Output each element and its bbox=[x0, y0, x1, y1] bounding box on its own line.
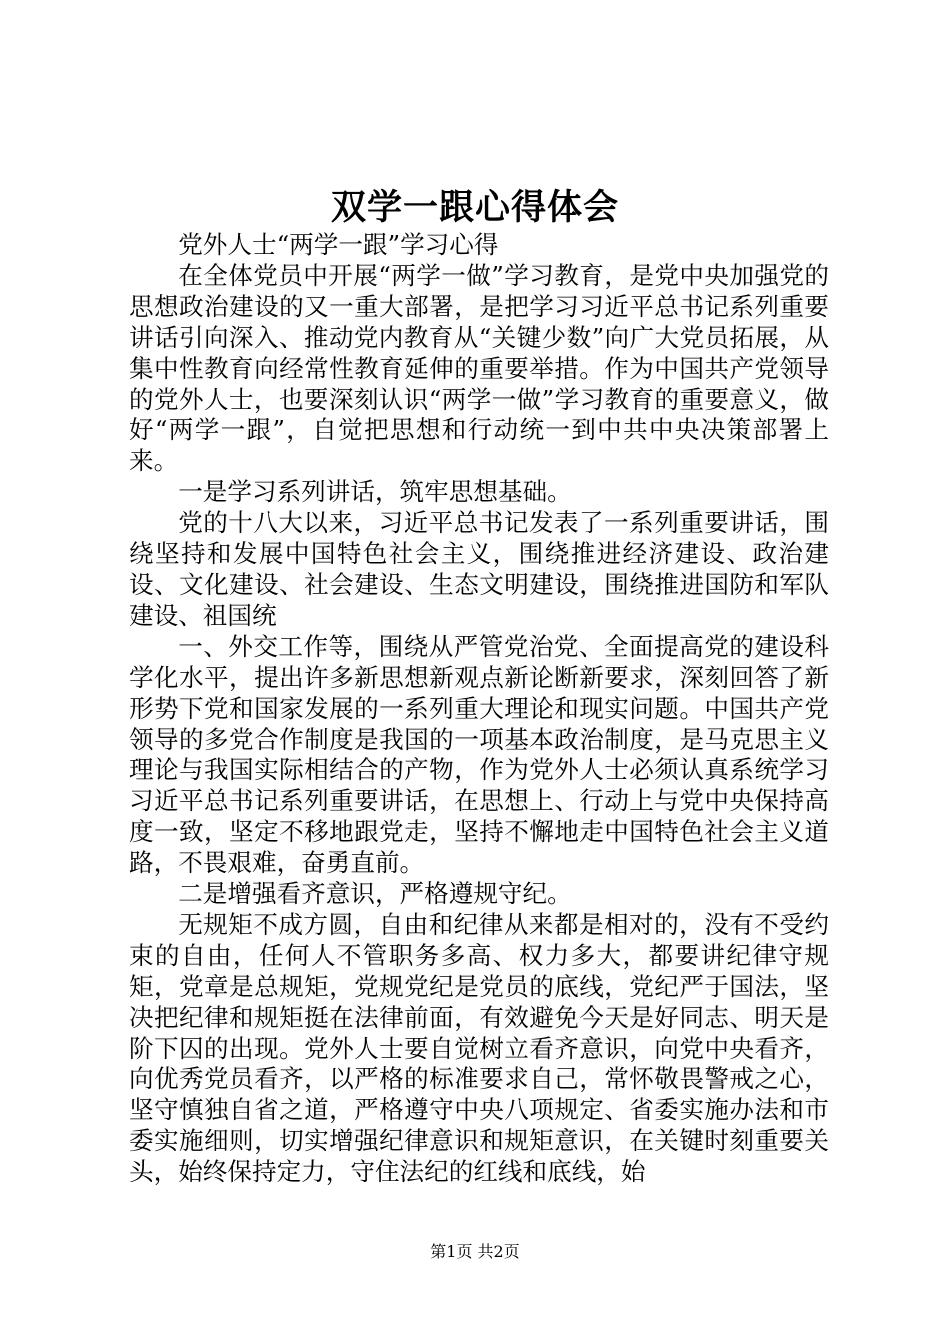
paragraph-body-2: 一、外交工作等，围绕从严管党治党、全面提高党的建设科学化水平，提出许多新思想新观点新论断新要求，深刻回答了新形势下党和国家发展的一系列重大理论和现实问题。中国共产党领导的多党合作制度是我国的一项基本政治制度，是马克思主义理论与我国实际相结合的产物，作为党外人士必须认真系统学习习近平总书记系列重要讲话，在思想上、行动上与党中央保持高度一致，坚定不移地跟党走，坚持不懈地走中国特色社会主义道路，不畏艰难，奋勇直前。 bbox=[129, 631, 829, 878]
paragraph-subtitle: 党外人士“两学一跟”学习心得 bbox=[178, 230, 499, 259]
paragraph-intro: 在全体党员中开展“两学一做”学习教育，是党中央加强党的思想政治建设的又一重大部署，是把学习习近平总书记系列重要讲话引向深入、推动党内教育从“关键少数”向广大党员拓展，从集中性教育向经常性教育延伸的重要举措。作为中国共产党领导的党外人士，也要深刻认识“两学一做”学习教育的重要意义，做好“两学一跟”，自觉把思想和行动统一到中共中央决策部署上来。 bbox=[129, 260, 829, 476]
paragraph-body-1: 党的十八大以来，习近平总书记发表了一系列重要讲话，围绕坚持和发展中国特色社会主义，围绕推进经济建设、政治建设、文化建设、社会建设、生态文明建设，围绕推进国防和军队建设、祖国统 bbox=[129, 508, 829, 630]
page-footer: 第1页 共2页 bbox=[430, 1242, 520, 1261]
document-body bbox=[129, 230, 829, 1188]
paragraph-heading-1: 一是学习系列讲话，筑牢思想基础。 bbox=[178, 477, 572, 507]
document-title: 双学一跟心得体会 bbox=[330, 187, 619, 228]
paragraph-body-3: 无规矩不成方圆，自由和纪律从来都是相对的，没有不受约束的自由，任何人不管职务多高、权力多大，都要讲纪律守规矩，党章是总规矩，党规党纪是党员的底线，党纪严于国法，坚决把纪律和规矩挺在法律前面，有效避免今天是好同志、明天是阶下囚的出现。党外人士要自觉树立看齐意识，向党中央看齐，向优秀党员看齐，以严格的标准要求自己，常怀敬畏警戒之心，坚守慎独自省之道，严格遵守中央八项规定、省委实施办法和市委实施细则，切实增强纪律意识和规矩意识，在关键时刻重要关头，始终保持定力，守住法纪的红线和底线，始 bbox=[129, 909, 829, 1187]
paragraph-heading-2: 二是增强看齐意识，严格遵规守纪。 bbox=[178, 879, 572, 909]
